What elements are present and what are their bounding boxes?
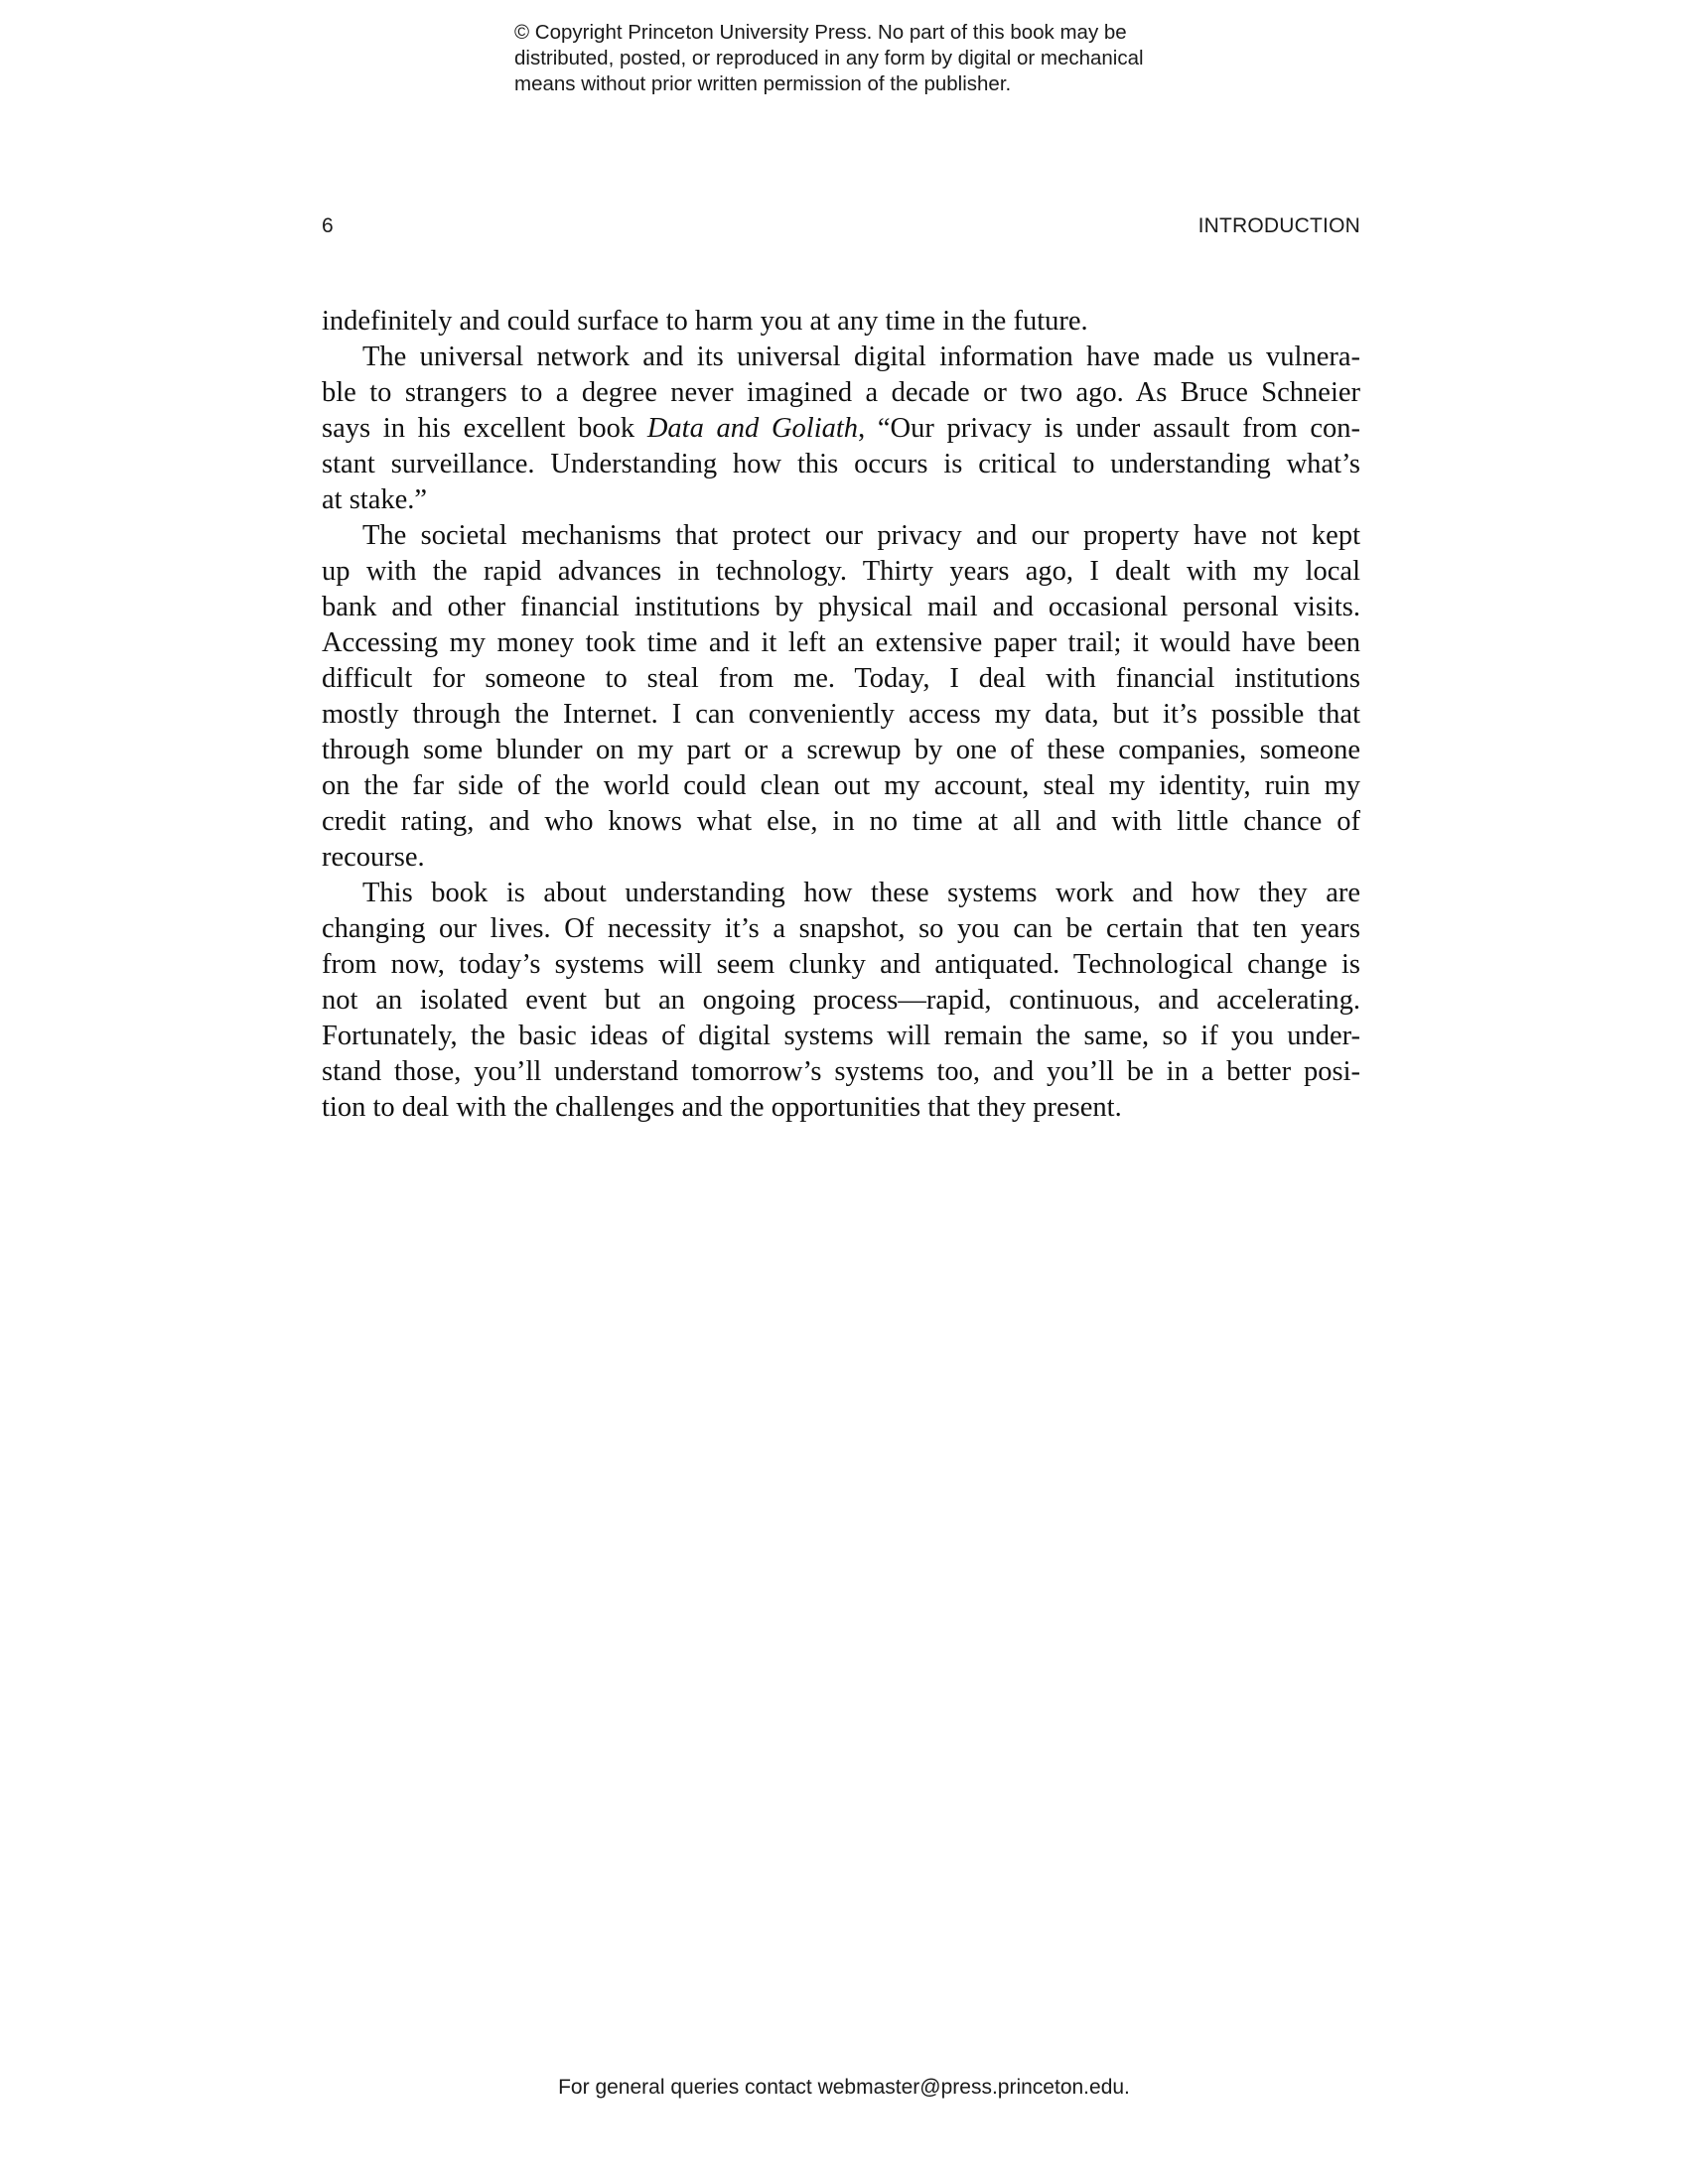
text-segment: says in his excellent book [322,413,647,444]
page-number: 6 [322,214,334,237]
text-line: changing our lives. Of necessity it’s a snapshot, so you can be certain that ten years [322,913,1360,944]
text-line: up with the rapid advances in technology. Thirty years ago, I dealt with my local [322,556,1360,587]
text-line: at stake.” [322,484,428,515]
text-line: from now, today’s systems will seem clunky and antiquated. Technological change is [322,949,1360,980]
text-line: Fortunately, the basic ideas of digital systems will remain the same, so if you under- [322,1021,1360,1051]
text-line: through some blunder on my part or a screwup by one of these companies, someone [322,735,1360,765]
paragraph [322,304,1360,340]
text-line: mostly through the Internet. I can conveniently access my data, but it’s possible that [322,699,1360,730]
text-line: Accessing my money took time and it left an extensive paper trail; it would have been [322,627,1360,658]
text-line: not an isolated event but an ongoing process—rapid, continuous, and accelerating. [322,985,1360,1016]
book-title: Data and Goliath [646,413,859,444]
footer-contact: For general queries contact webmaster@press.princeton.edu. [558,2076,1130,2099]
text-line: on the far side of the world could clean out my account, steal my identity, ruin my [322,770,1360,801]
text-line [322,411,1360,447]
running-head [322,212,1360,240]
paragraph [322,876,1360,1126]
text-line: recourse. [322,842,425,873]
text-line: ble to strangers to a degree never imagined a decade or two ago. As Bruce Schneier [322,377,1360,408]
text-line: bank and other financial institutions by physical mail and occasional personal visits. [322,592,1360,622]
text-line: The societal mechanisms that protect our privacy and our property have not kept [362,520,1360,551]
copyright-notice [514,20,1269,97]
copyright-line: © Copyright Princeton University Press. No part of this book may be [514,21,1127,44]
copyright-line: means without prior written permission of the publisher. [514,72,1012,95]
text-line: The universal network and its universal digital information have made us vulnera- [362,341,1360,372]
section-title: INTRODUCTION [1197,214,1360,237]
text-line: credit rating, and who knows what else, in no time at all and with little chance of [322,806,1360,837]
text-line: difficult for someone to steal from me. Today, I deal with financial institutions [322,663,1360,694]
text-line: This book is about understanding how these systems work and how they are [362,878,1360,908]
text-line: stand those, you’ll understand tomorrow’s systems too, and you’ll be in a better posi- [322,1056,1360,1087]
text-line: stant surveillance. Understanding how this occurs is critical to understanding what’s [322,449,1360,479]
copyright-line: distributed, posted, or reproduced in any form by digital or mechanical [514,47,1144,69]
text-line: indefinitely and could surface to harm you at any time in the future. [322,306,1088,337]
body-text [322,304,1360,1126]
paragraph [322,340,1360,518]
text-segment: , “Our privacy is under assault from con- [858,413,1360,444]
text-line: tion to deal with the challenges and the opportunities that they present. [322,1092,1122,1123]
paragraph [322,518,1360,876]
